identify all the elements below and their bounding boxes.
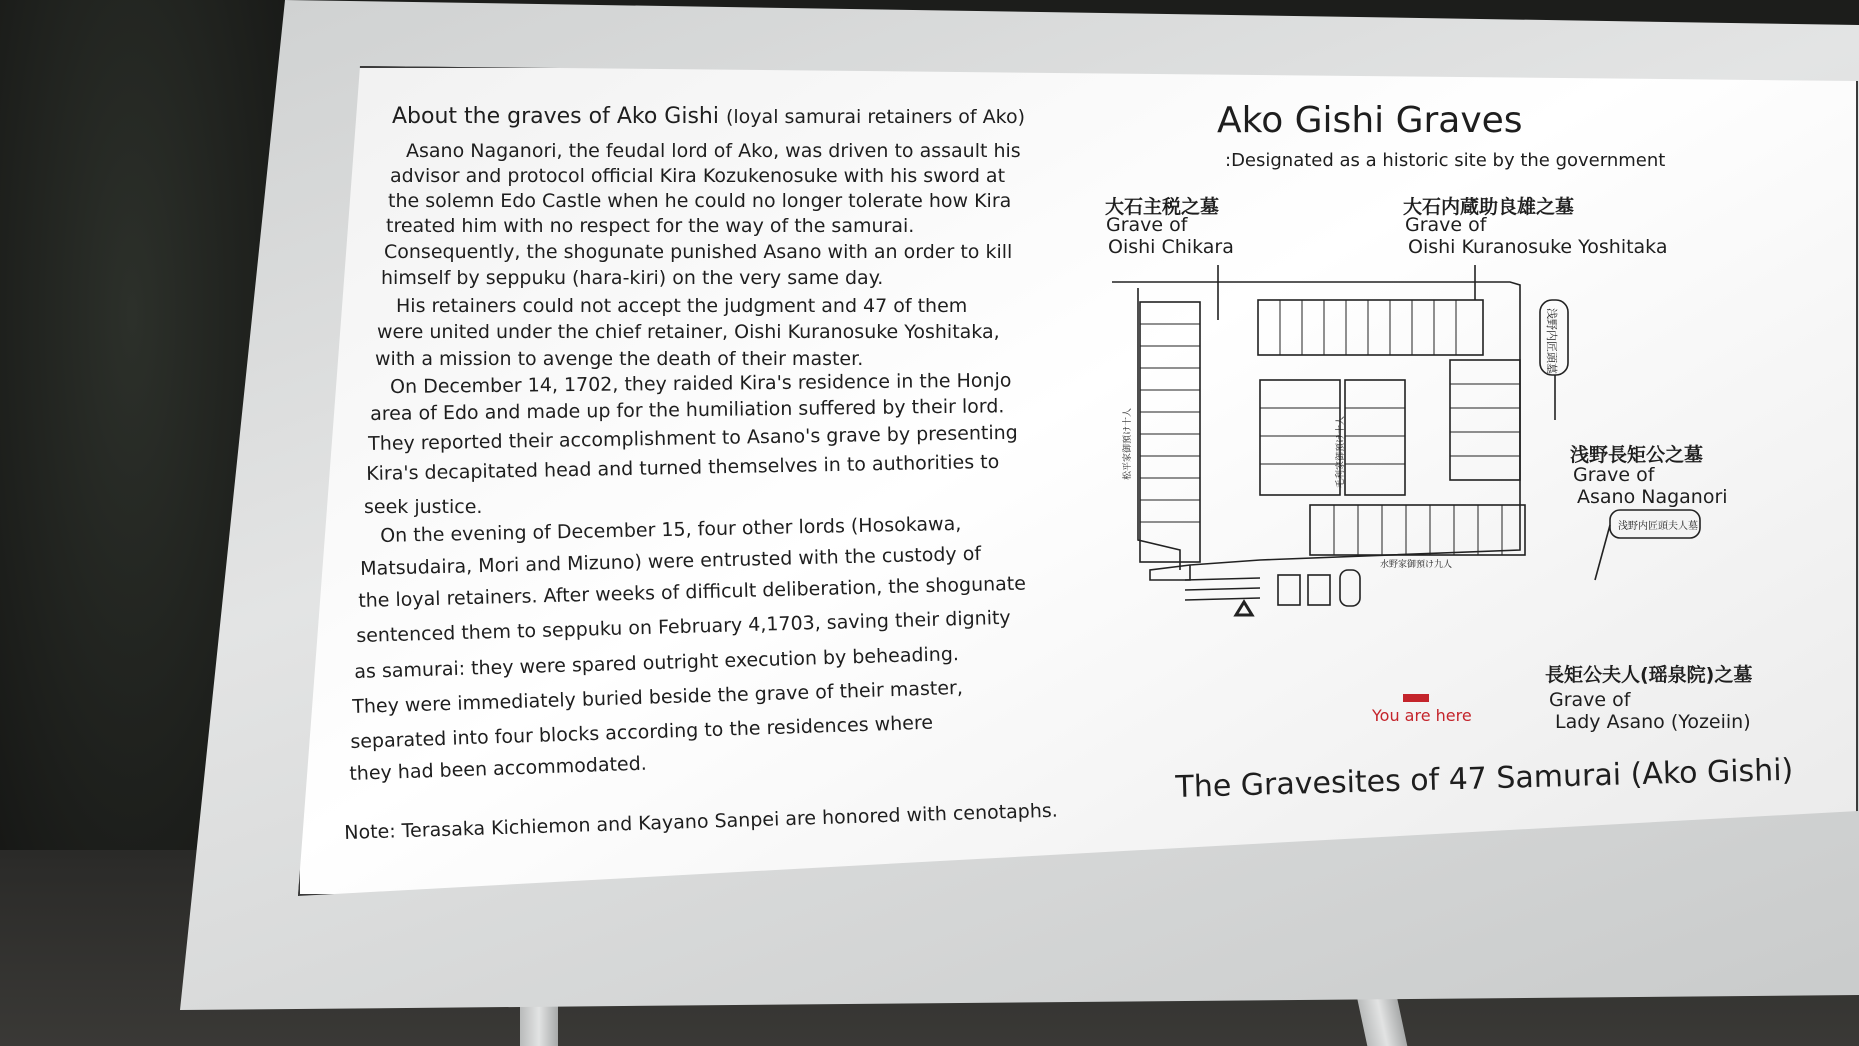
article-line-13: Kira's decapitated head and turned themselves in to authorities to [366, 450, 1000, 485]
article-title [392, 104, 1025, 129]
article-line-7: His retainers could not accept the judgment and 47 of them [396, 295, 968, 317]
naganori-label-jp: 浅野長矩公之墓 [1570, 444, 1704, 466]
article-line-10: On December 14, 1702, they raided Kira's residence in the Honjo [390, 369, 1012, 398]
small-stone-1 [1278, 575, 1300, 605]
article-line-8: were united under the chief retainer, Oishi Kuranosuke Yoshitaka, [377, 321, 1000, 343]
matsudaira-block-label: 松平家御預け十人 [1123, 407, 1133, 480]
yozeiin-label-en2: Lady Asano (Yozeiin) [1555, 711, 1751, 733]
block-center-left [1260, 380, 1340, 495]
cenotaph-note: Note: Terasaka Kichiemon and Kayano Sanpei are honored with cenotaphs. [344, 799, 1059, 844]
gravesites-footer-title: The Gravesites of 47 Samurai (Ako Gishi) [1175, 752, 1794, 805]
you-are-here-label: You are here [1372, 706, 1472, 725]
entrance-triangle-icon [1236, 602, 1252, 615]
block-right [1450, 360, 1520, 480]
yozeiin-tomb-box-label: 浅野内匠頭夫人墓 [1618, 521, 1698, 532]
entrance-step-3 [1185, 598, 1260, 600]
block-mizuno [1310, 505, 1525, 555]
yoshitaka-label-en2: Oishi Kuranosuke Yoshitaka [1408, 236, 1668, 258]
article-line-21: separated into four blocks according to the residences where [350, 711, 934, 753]
article-line-17: the loyal retainers. After weeks of difficult deliberation, the shogunate [358, 572, 1027, 612]
chikara-label-en2: Oishi Chikara [1108, 236, 1234, 258]
small-stone-2 [1308, 575, 1330, 605]
map-title: Ako Gishi Graves [1217, 100, 1523, 141]
article-line-9: with a mission to avenge the death of their master. [375, 348, 864, 370]
article-line-18: sentenced them to seppuku on February 4,1703, saving their dignity [356, 606, 1011, 647]
article-line-4: treated him with no respect for the way of the samurai. [386, 215, 915, 237]
article-line-5: Consequently, the shogunate punished Asano with an order to kill [384, 241, 1013, 263]
chikara-label-jp: 大石主税之墓 [1105, 196, 1220, 218]
article-line-16: Matsudaira, Mori and Mizuno) were entrusted with the custody of [360, 542, 982, 580]
yozeiin-label-en1: Grave of [1549, 689, 1631, 711]
yoshitaka-label-jp: 大石内蔵助良雄之墓 [1403, 196, 1575, 218]
article-line-11: area of Edo and made up for the humiliation suffered by their lord. [370, 395, 1005, 425]
article-line-6: himself by seppuku (hara-kiri) on the very same day. [381, 267, 884, 289]
article-line-2: advisor and protocol official Kira Kozukenosuke with his sword at [390, 165, 1006, 187]
mori-block-label: 毛利家御預け十人 [1336, 415, 1346, 488]
yozeiin-label-jp: 長矩公夫人(瑶泉院)之墓 [1545, 664, 1753, 686]
article-line-1: Asano Naganori, the feudal lord of Ako, was driven to assault his [406, 140, 1021, 162]
yoshitaka-label-en1: Grave of [1405, 214, 1487, 236]
chikara-label-en1: Grave of [1106, 214, 1188, 236]
article-line-3: the solemn Edo Castle when he could no longer tolerate how Kira [388, 190, 1012, 212]
enclosure-outline [1112, 282, 1520, 580]
article-line-20: They were immediately buried beside the grave of their master, [352, 676, 964, 718]
enclosure-left-wall [1138, 288, 1180, 570]
small-stone-3 [1340, 570, 1360, 606]
asano-tomb-box-label: 浅野内匠頭墓 [1545, 308, 1558, 374]
entrance-step-1 [1185, 578, 1260, 580]
article-title-sub: (loyal samurai retainers of Ako) [725, 106, 1026, 128]
mizuno-block-label: 水野家御預け九人 [1380, 560, 1453, 570]
article-line-12: They reported their accomplishment to Asano's grave by presenting [368, 421, 1018, 455]
block-matsudaira [1140, 302, 1200, 562]
naganori-label-en2: Asano Naganori [1577, 486, 1728, 508]
article-title-main: About the graves of Ako Gishi [392, 104, 719, 129]
historic-designation: :Designated as a historic site by the government [1225, 150, 1666, 171]
entrance-step-2 [1185, 588, 1260, 590]
article-line-22: they had been accommodated. [349, 752, 648, 785]
block-top [1258, 300, 1483, 355]
article-line-14: seek justice. [364, 496, 483, 518]
article-line-15: On the evening of December 15, four other lords (Hosokawa, [380, 512, 962, 547]
naganori-label-en1: Grave of [1573, 464, 1655, 486]
block-center-right [1345, 380, 1405, 495]
article-line-19: as samurai: they were spared outright execution by beheading. [354, 643, 960, 683]
